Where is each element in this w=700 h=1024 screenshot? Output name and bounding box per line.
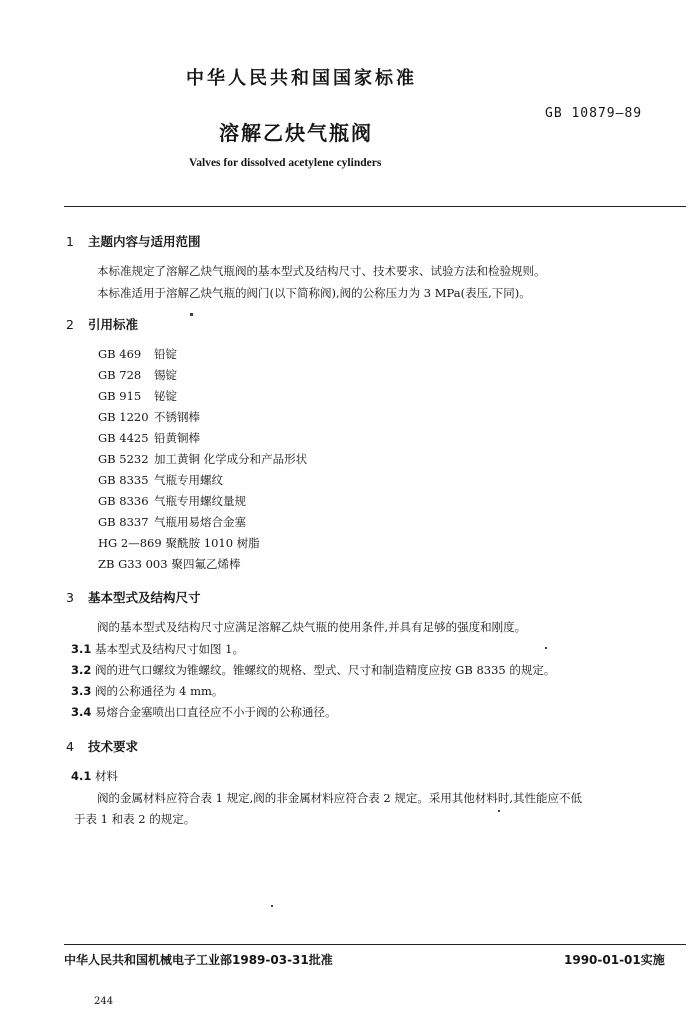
clause-number: 3.4	[71, 705, 92, 719]
section-number: 2	[66, 317, 74, 332]
reference-item	[98, 514, 246, 530]
reference-item	[98, 493, 246, 509]
reference-name: 铅黄铜棒	[154, 431, 200, 445]
section-number: 3	[66, 590, 74, 605]
reference-code: GB 915	[98, 389, 142, 403]
section-4-paragraph-2: 于表 1 和表 2 的规定。	[74, 812, 196, 826]
reference-code: ZB G33 003	[98, 557, 168, 571]
page-number: 244	[94, 996, 114, 1007]
reference-name: 不锈钢棒	[154, 410, 200, 424]
reference-code: GB 8337	[98, 515, 149, 529]
reference-code: GB 8336	[98, 494, 149, 508]
reference-code: GB 4425	[98, 431, 149, 445]
document-title-cn: 溶解乙炔气瓶阀	[219, 121, 373, 145]
clause-number: 3.2	[71, 663, 92, 677]
header-divider	[64, 206, 686, 207]
scan-speck	[498, 810, 500, 812]
clause-item	[71, 704, 337, 720]
section-2-heading	[66, 315, 138, 333]
reference-code: GB 728	[98, 368, 142, 382]
section-number: 1	[66, 234, 74, 249]
implementation-date: 1990-01-01实施	[564, 953, 665, 967]
reference-name: 聚四氟乙烯棒	[171, 557, 241, 571]
reference-name: 铅锭	[154, 347, 177, 361]
reference-item	[98, 367, 177, 383]
document-title-en: Valves for dissolved acetylene cylinders	[189, 157, 382, 169]
section-4-paragraph-1: 阀的金属材料应符合表 1 规定,阀的非金属材料应符合表 2 规定。采用其他材料时,其性能应不低	[97, 791, 583, 805]
clause-item	[71, 662, 555, 678]
reference-name: 气瓶专用螺纹量规	[154, 494, 246, 508]
reference-code: GB 5232	[98, 452, 149, 466]
section-3-heading	[66, 588, 201, 606]
approval-statement: 中华人民共和国机械电子工业部1989-03-31批准	[64, 953, 333, 967]
clause-title: 材料	[95, 769, 118, 783]
reference-item	[98, 535, 260, 551]
clause-4-1-heading	[71, 768, 118, 784]
reference-item	[98, 472, 223, 488]
reference-name: 气瓶专用螺纹	[154, 473, 223, 487]
reference-item	[98, 556, 241, 572]
section-title: 技术要求	[88, 739, 139, 754]
reference-item	[98, 346, 177, 362]
reference-code: GB 469	[98, 347, 142, 361]
clause-text: 基本型式及结构尺寸如图 1。	[95, 642, 244, 656]
clause-text: 阀的进气口螺纹为锥螺纹。锥螺纹的规格、型式、尺寸和制造精度应按 GB 8335 的规定。	[95, 663, 556, 677]
scan-speck	[190, 313, 193, 316]
section-3-intro: 阀的基本型式及结构尺寸应满足溶解乙炔气瓶的使用条件,并具有足够的强度和刚度。	[97, 620, 527, 634]
issuing-organization: 中华人民共和国国家标准	[186, 68, 417, 89]
clause-text: 易熔合金塞喷出口直径应不小于阀的公称通径。	[95, 705, 337, 719]
standard-code: GB 10879—89	[545, 106, 643, 121]
section-1-paragraph-2: 本标准适用于溶解乙炔气瓶的阀门(以下简称阀),阀的公称压力为 3 MPa(表压,下同)。	[97, 286, 531, 300]
section-4-heading	[66, 737, 138, 755]
section-title: 基本型式及结构尺寸	[88, 590, 201, 605]
reference-name: 聚酰胺 1010 树脂	[165, 536, 260, 550]
reference-code: GB 1220	[98, 410, 149, 424]
reference-name: 加工黄铜 化学成分和产品形状	[154, 452, 308, 466]
reference-code: HG 2—869	[98, 536, 162, 550]
reference-code: GB 8335	[98, 473, 149, 487]
reference-item	[98, 388, 177, 404]
scan-speck	[545, 647, 547, 649]
reference-item	[98, 409, 200, 425]
clause-item	[71, 683, 223, 699]
clause-text: 阀的公称通径为 4 mm。	[95, 684, 224, 698]
reference-name: 气瓶用易熔合金塞	[154, 515, 246, 529]
reference-name: 铋锭	[154, 389, 177, 403]
section-1-paragraph-1: 本标准规定了溶解乙炔气瓶阀的基本型式及结构尺寸、技术要求、试验方法和检验规则。	[97, 264, 546, 278]
footer-divider	[64, 944, 686, 945]
section-number: 4	[66, 739, 74, 754]
scan-speck	[271, 905, 273, 907]
clause-number: 3.1	[71, 642, 92, 656]
section-title: 引用标准	[88, 317, 139, 332]
reference-item	[98, 451, 307, 467]
section-title: 主题内容与适用范围	[88, 234, 201, 249]
section-1-heading	[66, 232, 201, 250]
reference-name: 锡锭	[154, 368, 177, 382]
reference-item	[98, 430, 200, 446]
clause-number: 3.3	[71, 684, 92, 698]
clause-item	[71, 641, 244, 657]
clause-number: 4.1	[71, 769, 92, 783]
